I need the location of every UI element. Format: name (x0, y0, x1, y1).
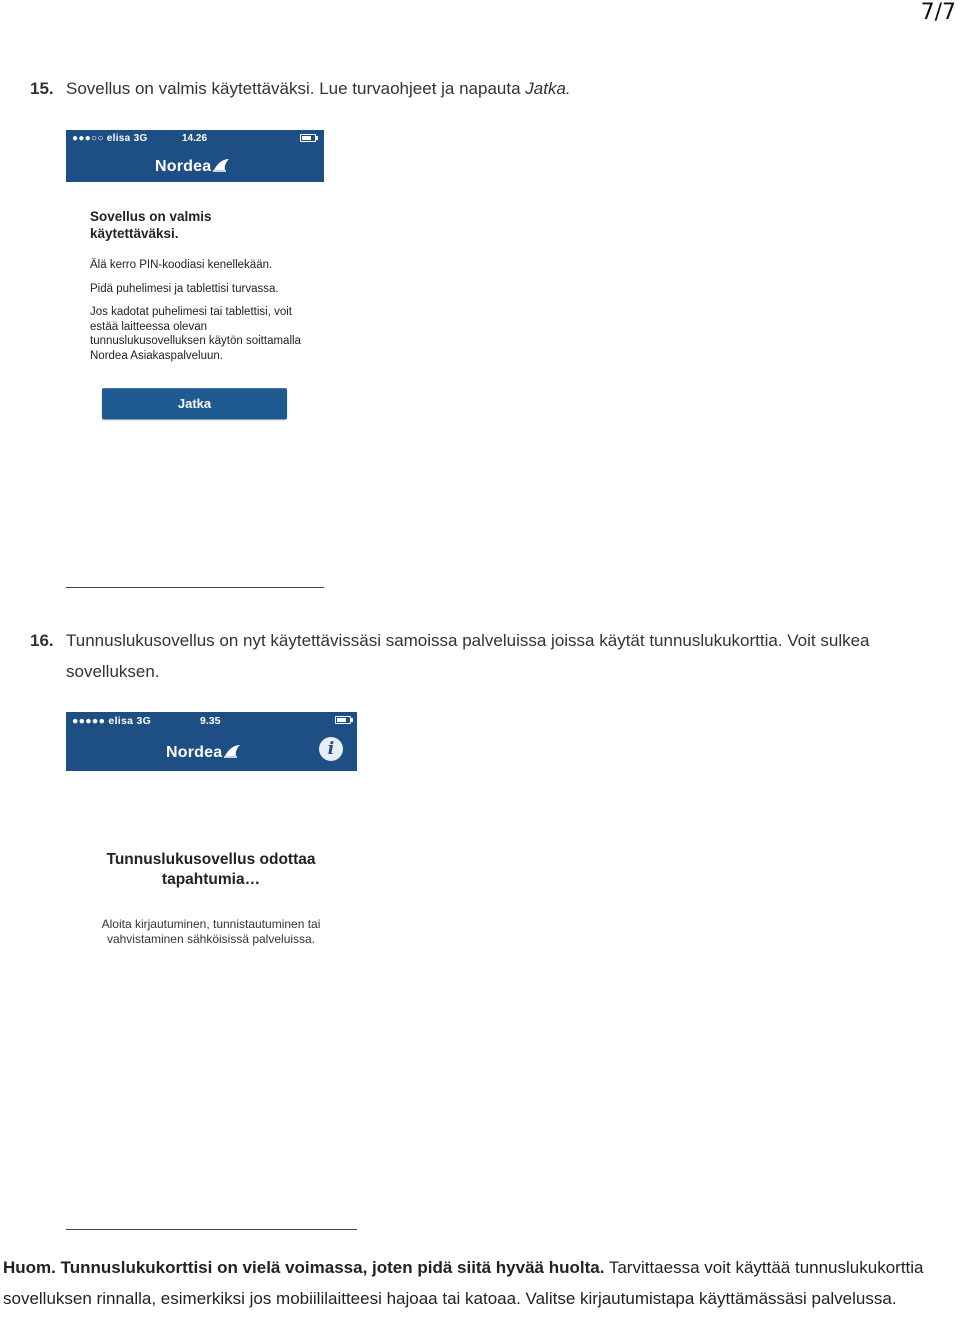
battery-icon (335, 716, 351, 724)
carrier-signal: ●●●○○ elisa 3G (72, 133, 148, 144)
step-emphasis: Jatka. (525, 79, 571, 98)
nordea-logo: Nordea (155, 158, 230, 176)
ready-title: Sovellus on valmis käytettäväksi. (90, 209, 212, 241)
info-icon[interactable]: i (319, 737, 343, 761)
waiting-title: Tunnuslukusovellus odottaa tapahtumia… (106, 851, 316, 888)
waiting-text: Aloita kirjautuminen, tunnistautuminen tai vahvistaminen sähköisissä palveluissa. (101, 917, 321, 946)
jatka-button[interactable]: Jatka (102, 388, 287, 419)
carrier-signal: ●●●●● elisa 3G (72, 715, 152, 727)
nordea-logo: Nordea (166, 744, 241, 762)
step-text: Tunnuslukusovellus on nyt käytettävissäsi samoissa palveluissa joissa käytät tunnuslukukorttia. Voit sulkea sovelluksen. (66, 631, 870, 681)
step-16 (30, 625, 926, 687)
status-time: 14.26 (182, 133, 208, 144)
battery-icon (300, 134, 316, 142)
step-number: 15. (30, 79, 54, 98)
sail-icon (223, 744, 241, 758)
step-15 (30, 73, 926, 104)
security-tip-pin: Älä kerro PIN-koodiasi kenellekään. (90, 259, 273, 271)
app-header (66, 712, 357, 771)
app-header (66, 130, 324, 182)
step-number: 16. (30, 631, 54, 650)
note-paragraph (3, 1252, 943, 1314)
status-time: 9.35 (200, 715, 221, 727)
app-screenshot-ready (66, 130, 324, 588)
divider (66, 587, 324, 588)
note-text: Tarvittaessa voit käyttää tunnuslukukorttia sovelluksen rinnalla, esimerkiksi jos mobiililaitteesi hajoaa tai katoaa. Valitse kirjautumistapa käyttämässäsi palvelussa. (3, 1258, 924, 1308)
sail-icon (212, 158, 230, 172)
security-tip-device: Pidä puhelimesi ja tablettisi turvassa. (90, 283, 279, 295)
app-screenshot-waiting (66, 712, 357, 1230)
page-number: 7/7 (920, 0, 956, 25)
step-text: Sovellus on valmis käytettäväksi. Lue turvaohjeet ja napauta Jatka. (66, 79, 571, 98)
note-bold: Huom. Tunnuslukukorttisi on vielä voimassa, joten pidä siitä hyvää huolta. (3, 1258, 605, 1277)
security-tip-lost: Jos kadotat puhelimesi tai tablettisi, voit estää laitteessa olevan tunnuslukusovelluksen käytön soittamalla Nordea Asiakaspalveluun. (90, 306, 301, 362)
divider (66, 1229, 357, 1230)
